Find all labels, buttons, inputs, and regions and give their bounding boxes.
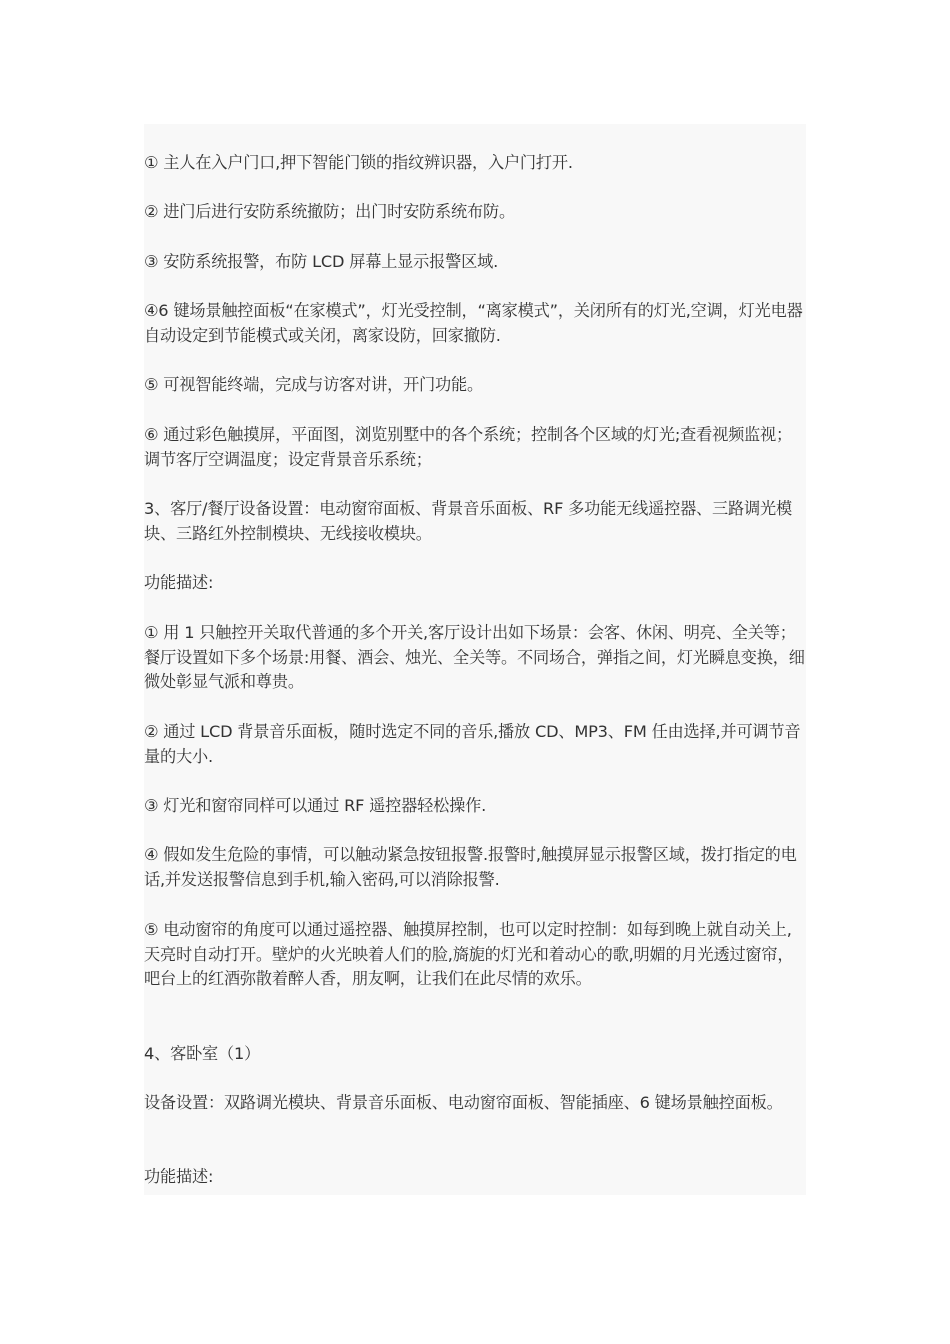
paragraph-item-7: ① 用 1 只触控开关取代普通的多个开关,客厅设计出如下场景：会客、休闲、明亮、全关等；餐厅设置如下多个场景:用餐、酒会、烛光、全关等。不同场合，弹指之间，灯光瞬息变换，细微处彰显气派和尊贵。 [144, 623, 805, 691]
paragraph-item-4: ④6 键场景触控面板“在家模式”，灯光受控制，“离家模式”，关闭所有的灯光,空调，灯光电器自动设定到节能模式或关闭，离家设防，回家撤防. [144, 301, 803, 345]
paragraph-item-8: ② 通过 LCD 背景音乐面板，随时选定不同的音乐,播放 CD、MP3、FM 任由选择,并可调节音量的大小. [144, 722, 801, 766]
equipment-setup-paragraph: 设备设置：双路调光模块、背景音乐面板、电动窗帘面板、智能插座、6 键场景触控面板。 [144, 1093, 783, 1112]
paragraph-item-10: ④ 假如发生危险的事情，可以触动紧急按钮报警.报警时,触摸屏显示报警区域，拨打指定的电话,并发送报警信息到手机,输入密码,可以消除报警. [144, 845, 797, 889]
document-content [144, 124, 806, 1195]
paragraph-item-1: ① 主人在入户门口,押下智能门锁的指纹辨识器，入户门打开. [144, 153, 573, 172]
function-description-label-2: 功能描述: [144, 1167, 214, 1186]
section-heading-living-dining: 3、客厅/餐厅设备设置：电动窗帘面板、背景音乐面板、RF 多功能无线遥控器、三路调光模块、三路红外控制模块、无线接收模块。 [144, 499, 792, 543]
section-heading-guest-bedroom: 4、客卧室（1） [144, 1044, 261, 1063]
paragraph-item-9: ③ 灯光和窗帘同样可以通过 RF 遥控器轻松操作. [144, 796, 487, 815]
function-description-label-1: 功能描述: [144, 573, 214, 592]
paragraph-item-5: ⑤ 可视智能终端，完成与访客对讲，开门功能。 [144, 375, 484, 394]
paragraph-item-3: ③ 安防系统报警，布防 LCD 屏幕上显示报警区域. [144, 252, 499, 271]
paragraph-item-2: ② 进门后进行安防系统撤防；出门时安防系统布防。 [144, 202, 515, 221]
paragraph-item-6: ⑥ 通过彩色触摸屏，平面图，浏览别墅中的各个系统；控制各个区域的灯光;查看视频监视；调节客厅空调温度；设定背景音乐系统； [144, 425, 793, 469]
paragraph-item-11: ⑤ 电动窗帘的角度可以通过遥控器、触摸屏控制，也可以定时控制：如每到晚上就自动关上,天亮时自动打开。壁炉的火光映着人们的脸,旖旎的灯光和着动心的歌,明媚的月光透过窗帘，吧台上的红酒弥散着醉人香，朋友啊，让我们在此尽情的欢乐。 [144, 920, 794, 988]
